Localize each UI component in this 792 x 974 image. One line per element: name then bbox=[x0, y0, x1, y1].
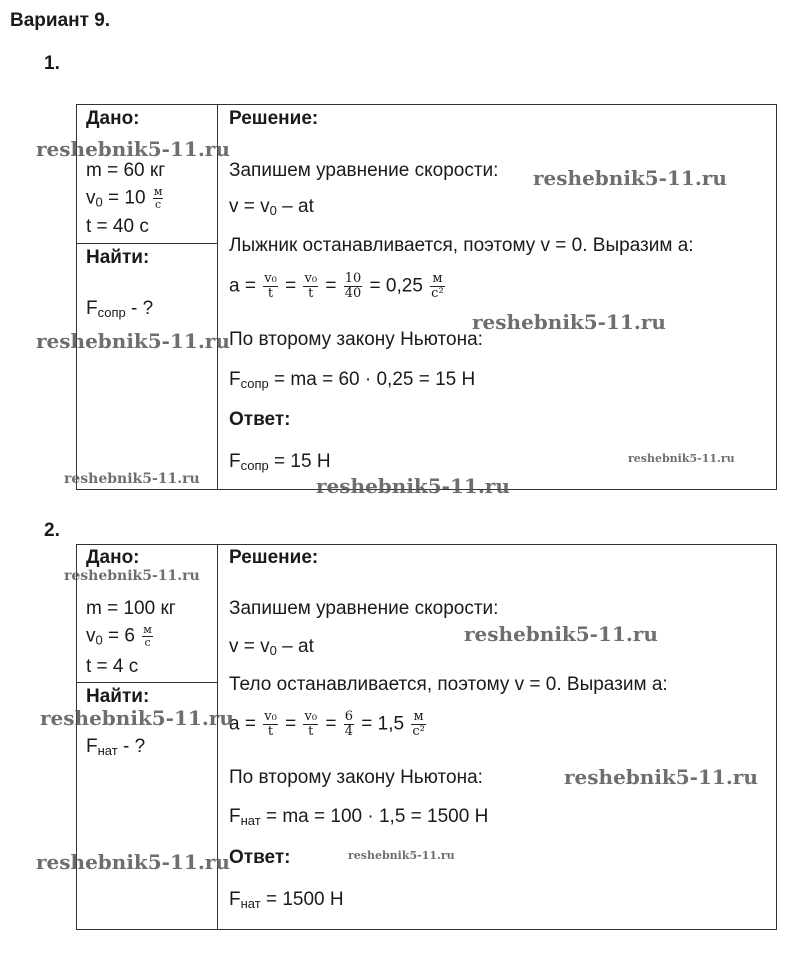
velocity-unit-fraction: $\frac{м}{с}$ bbox=[143, 623, 152, 649]
find-quantity: $F_{нат}$ - ? bbox=[86, 736, 146, 758]
fraction: $\frac{\text{v₀}}{t}$ bbox=[264, 709, 277, 739]
answer-header: Ответ: bbox=[229, 847, 291, 868]
watermark: reshebnik5-11.ru bbox=[40, 706, 234, 730]
acceleration-equation: a = $\frac{\text{v₀}}{t}$ = $\frac{\text{v₀}}{t}$ = $\frac{6}{4}$ = 1,5 $\frac{м}{\text{c²}}$ bbox=[229, 709, 425, 739]
find-quantity: $F_{сопр}$ - ? bbox=[86, 298, 154, 320]
watermark: reshebnik5-11.ru bbox=[36, 137, 230, 161]
watermark: reshebnik5-11.ru bbox=[533, 166, 727, 190]
problem-1-number: 1. bbox=[44, 53, 60, 74]
fraction: $\frac{10}{40}$ bbox=[344, 271, 362, 301]
page-title: Вариант 9. bbox=[10, 10, 111, 31]
watermark: reshebnik5-11.ru bbox=[564, 765, 758, 789]
problem-1-divider bbox=[217, 104, 218, 490]
watermark: reshebnik5-11.ru bbox=[64, 471, 200, 487]
force-equation: $F_{сопр}$ = ma = 60 · 0,25 = 15 Н bbox=[229, 369, 476, 391]
fraction: $\frac{\text{v₀}}{t}$ bbox=[304, 271, 318, 301]
velocity-equation: $v = v_0$ – at bbox=[229, 196, 314, 218]
problem-2-number: 2. bbox=[44, 520, 60, 541]
find-header: Найти: bbox=[86, 686, 150, 707]
given-mass: m = 60 кг bbox=[86, 160, 166, 181]
watermark: reshebnik5-11.ru bbox=[36, 850, 230, 874]
watermark: reshebnik5-11.ru bbox=[472, 310, 666, 334]
velocity-unit-fraction: $\frac{м}{с}$ bbox=[153, 185, 163, 211]
watermark: reshebnik5-11.ru bbox=[36, 329, 230, 353]
fraction: $\frac{\text{v₀}}{t}$ bbox=[304, 709, 318, 739]
fraction: $\frac{\text{v₀}}{t}$ bbox=[264, 271, 277, 301]
given-initial-velocity: $v_0 = 6$ $\frac{м}{с}$ bbox=[86, 623, 152, 649]
given-mass: m = 100 кг bbox=[86, 598, 176, 619]
solution-line: Запишем уравнение скорости: bbox=[229, 598, 499, 619]
watermark: reshebnik5-11.ru bbox=[628, 452, 735, 465]
fraction: $\frac{6}{4}$ bbox=[344, 709, 353, 739]
problem-2-given-separator bbox=[76, 682, 218, 683]
watermark: reshebnik5-11.ru bbox=[316, 474, 510, 498]
watermark: reshebnik5-11.ru bbox=[348, 849, 455, 862]
problem-1-given-separator bbox=[76, 243, 218, 244]
solution-line: По второму закону Ньютона: bbox=[229, 767, 483, 788]
find-header: Найти: bbox=[86, 247, 150, 268]
answer-header: Ответ: bbox=[229, 409, 291, 430]
unit-fraction: $\frac{м}{\text{c²}}$ bbox=[412, 709, 425, 739]
solution-header: Решение: bbox=[229, 547, 319, 568]
answer-value: $F_{сопр} = 15$ Н bbox=[229, 451, 331, 473]
watermark: reshebnik5-11.ru bbox=[64, 568, 200, 584]
given-header: Дано: bbox=[86, 547, 140, 568]
given-time: t = 40 с bbox=[86, 216, 149, 237]
watermark: reshebnik5-11.ru bbox=[464, 622, 658, 646]
acceleration-equation: a = $\frac{\text{v₀}}{t}$ = $\frac{\text{v₀}}{t}$ = $\frac{10}{40}$ = 0,25 $\frac{м}{\text{c²}}$ bbox=[229, 271, 444, 301]
velocity-equation: $v = v_0$ – at bbox=[229, 636, 314, 658]
solution-header: Решение: bbox=[229, 108, 319, 129]
solution-line: По второму закону Ньютона: bbox=[229, 329, 483, 350]
solution-line: Лыжник останавливается, поэтому v = 0. Выразим a: bbox=[229, 235, 694, 256]
force-equation: $F_{нат}$ = ma = 100 · 1,5 = 1500 Н bbox=[229, 806, 489, 828]
solution-line: Тело останавливается, поэтому v = 0. Выразим a: bbox=[229, 674, 668, 695]
solution-line: Запишем уравнение скорости: bbox=[229, 160, 499, 181]
given-time: t = 4 с bbox=[86, 656, 139, 677]
given-header: Дано: bbox=[86, 108, 140, 129]
given-initial-velocity: $v_0 = 10$ $\frac{м}{с}$ bbox=[86, 185, 163, 211]
answer-value: $F_{нат} = 1500$ Н bbox=[229, 889, 344, 911]
unit-fraction: $\frac{м}{\text{c²}}$ bbox=[431, 271, 444, 301]
